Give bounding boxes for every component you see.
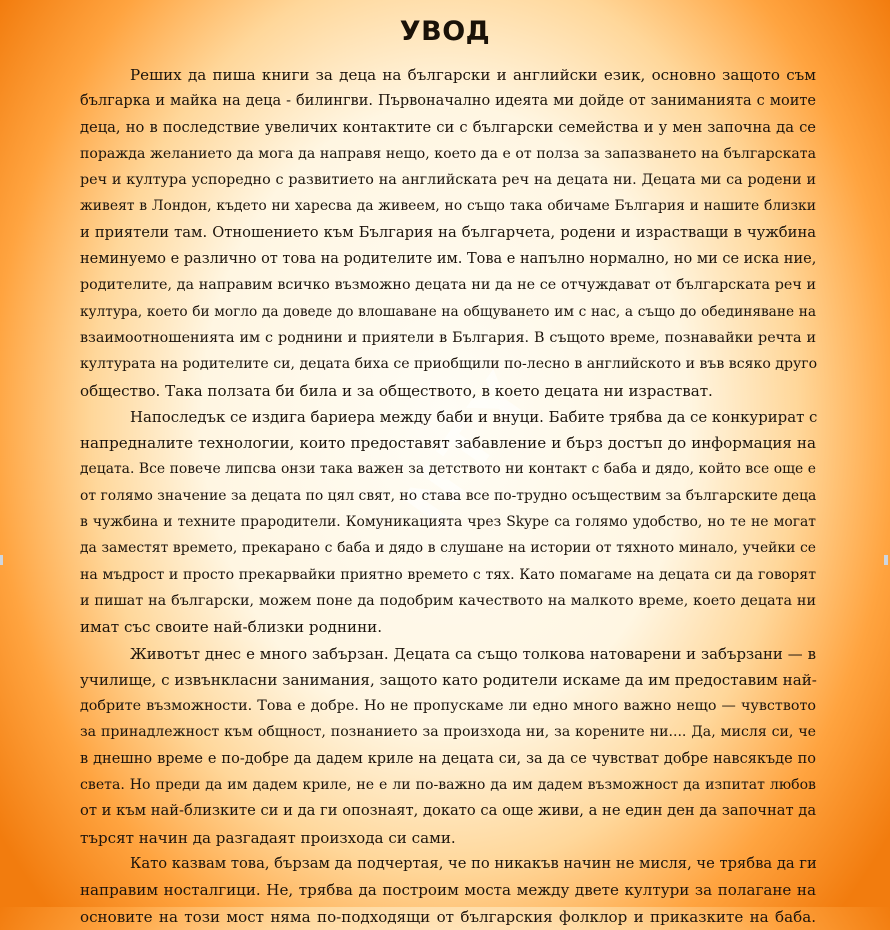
text-line: основите на този мост няма по-подходящи от българския фолклор и приказките на баба. (80, 907, 816, 926)
text-line: поражда желанието да мога да направя нещо, което да е от полза за запазването на българската (80, 145, 816, 162)
text-line: да заместят времето, прекарано с баба и дядо в слушане на истории от тяхното минало, учейки се (80, 540, 816, 557)
text-line: живеят в Лондон, където ни харесва да живеем, но също така обичаме България и нашите близки (80, 198, 816, 215)
text-line: общество. Така ползата би била и за обществото, в което децата ни израстват. (80, 381, 713, 400)
text-line: от голямо значение за децата по цял свят, но става все по-трудно осъществим за българските деца (80, 487, 817, 504)
text-line: деца, но в последствие увеличих контактите си с български семейства и у мен започна да се (80, 118, 816, 136)
text-line: търсят начин да разгадаят произхода си сами. (80, 828, 456, 847)
text-line: напредналите технологии, които предоставят забавление и бърз достъп до информация на (80, 434, 816, 453)
text-line: имат със своите най-близки роднини. (80, 618, 382, 637)
text-line: родителите, да направим всичко възможно децата ни да не се отчуждават от българската реч и (80, 277, 816, 294)
text-line: реч и култура успоредно с развитието на английската реч на децата ни. Децата ми са родени и (80, 172, 816, 189)
text-line: Напоследък се издига бариера между баби и внуци. Бабите трябва да се конкурират с (130, 407, 818, 426)
text-line: в днешно време е по-добре да дадем криле на децата си, за да се чувстват добре навсякъде по (80, 750, 816, 767)
text-line: и приятели там. Отношението към България на българчета, родени и израстващи в чужбина (80, 223, 816, 241)
text-line: Животът днес е много забързан. Децата са също толкова натоварени и забързани — в (130, 644, 816, 663)
text-line: света. Но преди да им дадем криле, не е ли по-важно да им дадем възможност да изпитат любов (80, 777, 816, 794)
text-line: културата на родителите си, децата биха се приобщили по-лесно в английското и във всяко друго (80, 356, 818, 373)
text-line: българка и майка на деца - билингви. Първоначално идеята ми дойде от заниманията с моите (80, 93, 816, 110)
text-line: Реших да пиша книги за деца на български и английски език, основно защото съм (130, 66, 816, 84)
watermark-text: NTY (389, 354, 551, 540)
text-line: култура, което би могло да доведе до влошаване на общуването им с нас, а също до обединяване на (80, 303, 816, 320)
text-line: училище, с извънкласни занимания, защото като родители искаме да им предоставим най- (80, 670, 817, 689)
text-line: в чужбина и техните прародители. Комуникацията чрез Skype са голямо удобство, но те не могат (80, 514, 816, 531)
body-text (80, 62, 816, 930)
text-line: Като казвам това, бързам да подчертая, че по никакъв начин не мисля, че трябва да ги (130, 854, 817, 872)
text-line: взаимоотношенията им с роднини и приятели в България. В същото време, познавайки речта и (80, 329, 816, 346)
page-title: УВОД (399, 16, 491, 47)
text-line: за принадлежност към общност, познанието за произхода ни, за корените ни.... Да, мисля си, че (80, 724, 816, 741)
left-resize-handle[interactable] (0, 555, 3, 565)
text-line: децата. Все повече липсва онзи така важен за детството ни контакт с баба и дядо, който все още е (80, 461, 816, 478)
text-line: на мъдрост и просто прекарвайки приятно времето с тях. Като помагаме на децата си да говорят (80, 566, 816, 583)
text-line: неминуемо е различно от това на родителите им. Това е напълно нормално, но ми се иска ние, (80, 251, 817, 268)
text-line: от и към най-близките си и да ги опознаят, докато са още живи, а не един ден да започнат да (80, 802, 817, 820)
text-line: добрите възможности. Това е добре. Но не пропускаме ли едно много важно нещо — чувството (80, 698, 816, 715)
text-line: направим носталгици. Не, трябва да построим моста между двете култури за полагане на (80, 881, 816, 900)
right-resize-handle[interactable] (884, 555, 888, 565)
text-line: и пишат на български, можем поне да подобрим качеството на малкото време, което децата ни (80, 592, 816, 609)
